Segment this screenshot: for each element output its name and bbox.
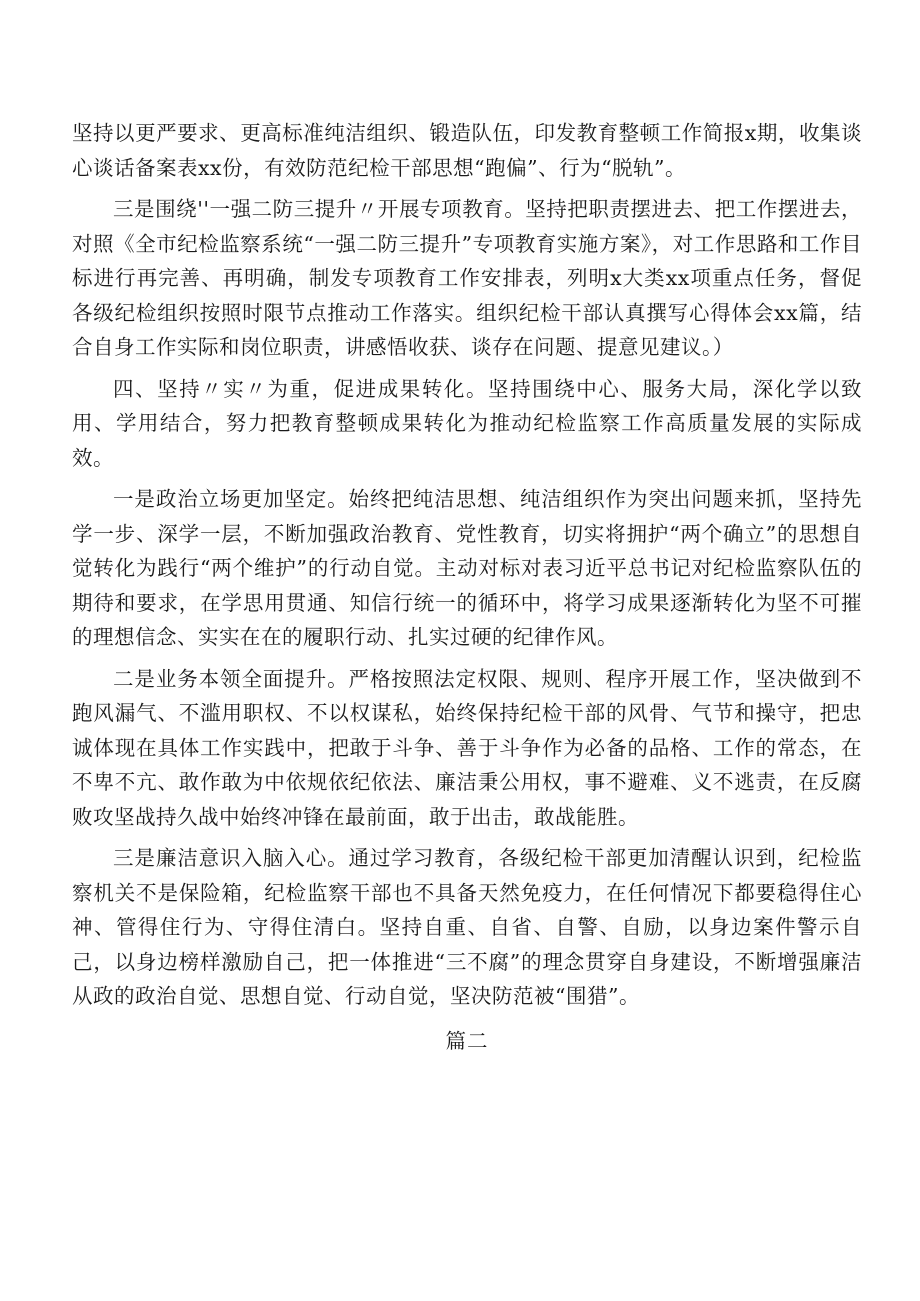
paragraph-5: 二是业务本领全面提升。严格按照法定权限、规则、程序开展工作，坚决做到不跑风漏气、不滥用职权、不以权谋私，始终保持纪检干部的风骨、气节和操守，把忠诚体现在具体工作实践中，把敢于斗争、善于斗争作为必备的品格、工作的常态，在不卑不亢、敢作敢为中依规依纪依法、廉洁秉公用权，事不避难、义不逃责，在反腐败攻坚战持久战中始终冲锋在最前面，敢于出击，敢战能胜。	[72, 666, 862, 829]
section-title: 篇二	[445, 1028, 489, 1053]
paragraph-2: 三是围绕''一强二防三提升〃开展专项教育。坚持把职责摆进去、把工作摆进去，对照《全市纪检监察系统“一强二防三提升”专项教育实施方案》，对工作思路和工作目标进行再完善、再明确，制发专项教育工作安排表，列明x大类xx项重点任务，督促各级纪检组织按照时限节点推动工作落实。组织纪检干部认真撰写心得体会xx篇，结合自身工作实际和岗位职责，讲感悟收获、谈存在问题、提意见建议。）	[72, 197, 862, 359]
paragraph-6: 三是廉洁意识入脑入心。通过学习教育，各级纪检干部更加清醒认识到，纪检监察机关不是保险箱，纪检监察干部也不具备天然免疫力，在任何情况下都要稳得住心神、管得住行为、守得住清白。坚持自重、自省、自警、自励，以身边案件警示自己，以身边榜样激励自己，把一体推进“三不腐”的理念贯穿自身建设，不断增强廉洁从政的政治自觉、思想自觉、行动自觉，坚决防范被“围猎”。	[72, 846, 862, 1008]
paragraph-1: 坚持以更严要求、更高标准纯洁组织、锻造队伍，印发教育整顿工作简报x期，收集谈心谈话备案表xx份，有效防范纪检干部思想“跑偏”、行为“脱轨”。	[72, 121, 862, 180]
paragraph-4: 一是政治立场更加坚定。始终把纯洁思想、纯洁组织作为突出问题来抓，坚持先学一步、深学一层，不断加强政治教育、党性教育，切实将拥护“两个确立”的思想自觉转化为践行“两个维护”的行动自觉。主动对标对表习近平总书记对纪检监察队伍的期待和要求，在学思用贯通、知信行统一的循环中，将学习成果逐渐转化为坚不可摧的理想信念、实实在在的履职行动、扎实过硬的纪律作风。	[72, 487, 862, 649]
paragraph-3: 四、坚持〃实〃为重，促进成果转化。坚持围绕中心、服务大局，深化学以致用、学用结合，努力把教育整顿成果转化为推动纪检监察工作高质量发展的实际成效。	[72, 376, 862, 470]
document-body	[72, 116, 862, 1058]
